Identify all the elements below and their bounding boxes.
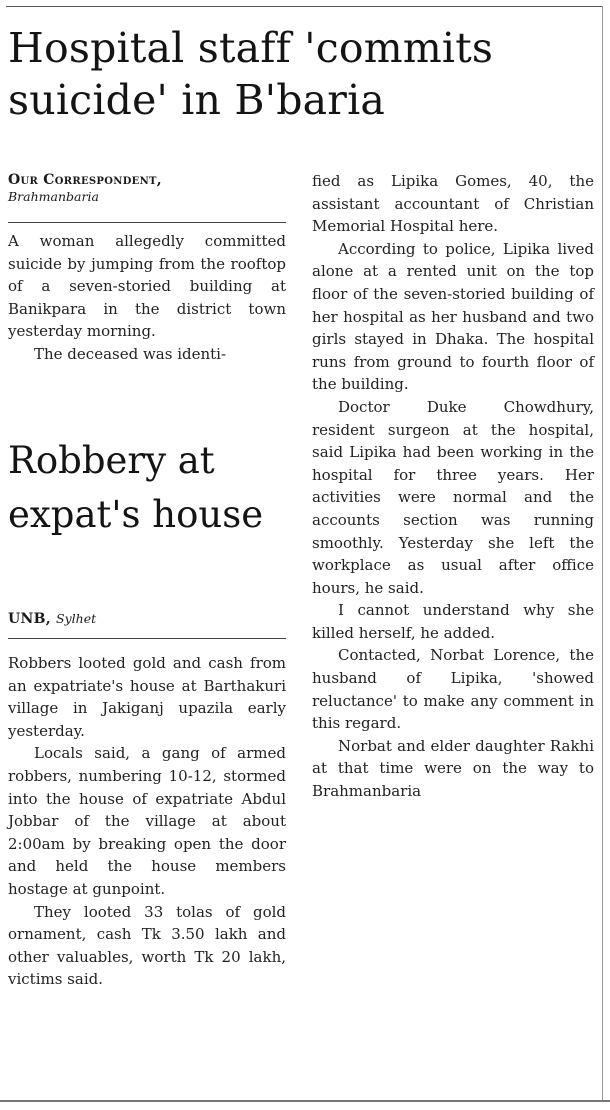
article1-right-column — [312, 170, 594, 803]
top-rule — [6, 6, 602, 7]
bottom-rule — [0, 1100, 610, 1102]
article1-byline-place: Brahmanbaria — [8, 188, 99, 204]
article1-paragraph: I cannot understand why she killed herself, he added. — [312, 601, 594, 642]
article2-column — [8, 652, 286, 991]
article2-byline-rule — [8, 638, 286, 639]
article1-headline: Hospital staff 'commits suicide' in B'baria — [8, 24, 494, 124]
article1-byline-name: Our Correspondent, — [8, 172, 162, 188]
article2-headline: Robbery at expat's house — [8, 439, 264, 536]
article2-byline-name: UNB, — [8, 611, 51, 627]
article2-paragraph: They looted 33 tolas of gold ornament, cash Tk 3.50 lakh and other valuables, worth Tk 20 lakh, victims said. — [8, 902, 286, 989]
article2-byline-place: Sylhet — [56, 611, 97, 626]
article1-paragraph: Norbat and elder daughter Rakhi at that time were on the way to Brahmanbaria — [312, 736, 594, 801]
article2-paragraph: Locals said, a gang of armed robbers, numbering 10-12, stormed into the house of expatriate Abdul Jobbar of the village at about 2:00am by breaking open the door and held the house members hostage at gunpoint. — [8, 744, 286, 898]
article2-paragraph: Robbers looted gold and cash from an expatriate's house at Barthakuri village in Jakiganj upazila early yesterday. — [8, 654, 286, 740]
article1-left-column — [8, 230, 286, 366]
article1-paragraph: fied as Lipika Gomes, 40, the assistant accountant of Christian Memorial Hospital here. — [312, 172, 594, 236]
article1-paragraph: Contacted, Norbat Lorence, the husband of Lipika, 'showed reluctance' to make any comment in this regard. — [312, 646, 594, 733]
article1-paragraph: According to police, Lipika lived alone at a rented unit on the top floor of the seven-storied building of her hospital as her husband and two girls stayed in Dhaka. The hospital runs from ground to fourth floor of the building. — [312, 239, 594, 394]
article2-byline — [8, 608, 286, 628]
article1-paragraph: Doctor Duke Chowdhury, resident surgeon at the hospital, said Lipika had been working in the hospital for three years. Her activities were normal and the accounts section was running smoothly. Yesterday she left the workplace as usual after office hours, he said. — [312, 397, 594, 597]
article1-paragraph: A woman allegedly committed suicide by jumping from the rooftop of a seven-storied building at Banikpara in the district town yesterday morning. — [8, 232, 286, 341]
article1-byline-rule — [8, 222, 286, 223]
column-divider-rule — [602, 6, 603, 1102]
article1-byline — [8, 172, 286, 204]
article1-paragraph: The deceased was identi- — [34, 344, 227, 363]
